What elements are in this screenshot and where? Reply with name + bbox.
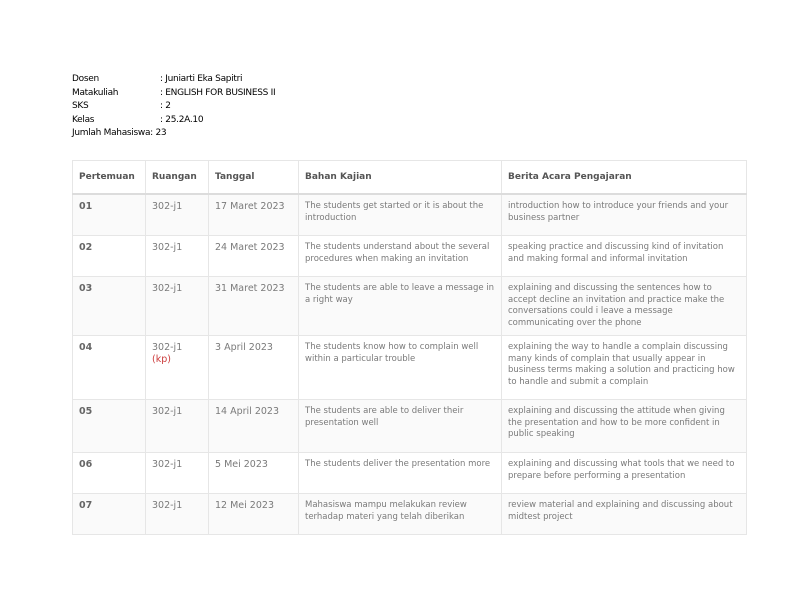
cell-tanggal: 5 Mei 2023 bbox=[209, 453, 299, 494]
info-row-sks bbox=[72, 100, 275, 114]
info-value: : 23 bbox=[150, 128, 167, 138]
info-row-jumlah bbox=[72, 127, 275, 141]
cell-tanggal: 24 Maret 2023 bbox=[209, 236, 299, 277]
cell-bahan-kajian: The students are able to leave a message in a right way bbox=[299, 277, 502, 336]
room-tag: (kp) bbox=[152, 353, 171, 365]
cell-berita-acara: review material and explaining and discussing about midtest project bbox=[502, 494, 747, 535]
course-info bbox=[72, 73, 275, 141]
cell-pertemuan: 01 bbox=[73, 194, 146, 236]
info-label: Matakuliah bbox=[72, 87, 119, 98]
cell-ruangan: 302-j1 bbox=[146, 236, 209, 277]
cell-ruangan: 302-j1 bbox=[146, 277, 209, 336]
header-ruangan: Ruangan bbox=[146, 161, 209, 195]
cell-tanggal: 12 Mei 2023 bbox=[209, 494, 299, 535]
cell-ruangan: 302-j1 bbox=[146, 400, 209, 453]
cell-bahan-kajian: The students are able to deliver their presentation well bbox=[299, 400, 502, 453]
cell-berita-acara: explaining and discussing the attitude when giving the presentation and how to be more confident in public speaking bbox=[502, 400, 747, 453]
info-label: SKS bbox=[72, 101, 89, 111]
cell-tanggal: 17 Maret 2023 bbox=[209, 194, 299, 236]
cell-tanggal: 3 April 2023 bbox=[209, 336, 299, 400]
cell-ruangan bbox=[146, 336, 209, 400]
info-label: Jumlah Mahasiswa bbox=[72, 128, 151, 138]
table-row bbox=[73, 494, 747, 535]
table-row bbox=[73, 194, 747, 236]
info-row-matakuliah bbox=[72, 87, 275, 101]
cell-pertemuan: 05 bbox=[73, 400, 146, 453]
cell-tanggal: 31 Maret 2023 bbox=[209, 277, 299, 336]
cell-bahan-kajian: Mahasiswa mampu melakukan review terhadap materi yang telah diberikan bbox=[299, 494, 502, 535]
info-value: : 25.2A.10 bbox=[160, 114, 204, 125]
header-tanggal: Tanggal bbox=[209, 161, 299, 195]
cell-pertemuan: 03 bbox=[73, 277, 146, 336]
cell-pertemuan: 06 bbox=[73, 453, 146, 494]
table-row bbox=[73, 453, 747, 494]
cell-bahan-kajian: The students deliver the presentation more bbox=[299, 453, 502, 494]
cell-pertemuan: 04 bbox=[73, 336, 146, 400]
info-label: Kelas bbox=[72, 114, 95, 125]
info-value: : ENGLISH FOR BUSINESS II bbox=[160, 87, 276, 98]
header-bahan-kajian: Bahan Kajian bbox=[299, 161, 502, 195]
cell-berita-acara: speaking practice and discussing kind of invitation and making formal and informal invitation bbox=[502, 236, 747, 277]
info-value: : Juniarti Eka Sapitri bbox=[160, 74, 243, 84]
room-value: 302-j1 bbox=[152, 342, 183, 353]
cell-bahan-kajian: The students know how to complain well within a particular trouble bbox=[299, 336, 502, 400]
table-row bbox=[73, 400, 747, 453]
header-pertemuan: Pertemuan bbox=[73, 161, 146, 195]
info-row-dosen bbox=[72, 73, 275, 87]
cell-pertemuan: 07 bbox=[73, 494, 146, 535]
table-header-row bbox=[73, 161, 747, 195]
cell-berita-acara: explaining the way to handle a complain discussing many kinds of complain that usually appear in business terms making a solution and practicing how to handle and submit a complain bbox=[502, 336, 747, 400]
header-berita-acara: Berita Acara Pengajaran bbox=[502, 161, 747, 195]
info-row-kelas bbox=[72, 114, 275, 128]
cell-berita-acara: introduction how to introduce your friends and your business partner bbox=[502, 194, 747, 236]
cell-ruangan: 302-j1 bbox=[146, 453, 209, 494]
cell-bahan-kajian: The students understand about the several procedures when making an invitation bbox=[299, 236, 502, 277]
table-row bbox=[73, 277, 747, 336]
table-row bbox=[73, 236, 747, 277]
table-row bbox=[73, 336, 747, 400]
cell-berita-acara: explaining and discussing the sentences how to accept decline an invitation and practice make the conversations could i leave a message communicating over the phone bbox=[502, 277, 747, 336]
info-value: : 2 bbox=[160, 101, 171, 111]
cell-tanggal: 14 April 2023 bbox=[209, 400, 299, 453]
cell-ruangan: 302-j1 bbox=[146, 194, 209, 236]
cell-pertemuan: 02 bbox=[73, 236, 146, 277]
cell-ruangan: 302-j1 bbox=[146, 494, 209, 535]
cell-bahan-kajian: The students get started or it is about the introduction bbox=[299, 194, 502, 236]
cell-berita-acara: explaining and discussing what tools that we need to prepare before performing a presentation bbox=[502, 453, 747, 494]
lecture-record-table bbox=[72, 160, 747, 535]
info-label: Dosen bbox=[72, 74, 99, 84]
